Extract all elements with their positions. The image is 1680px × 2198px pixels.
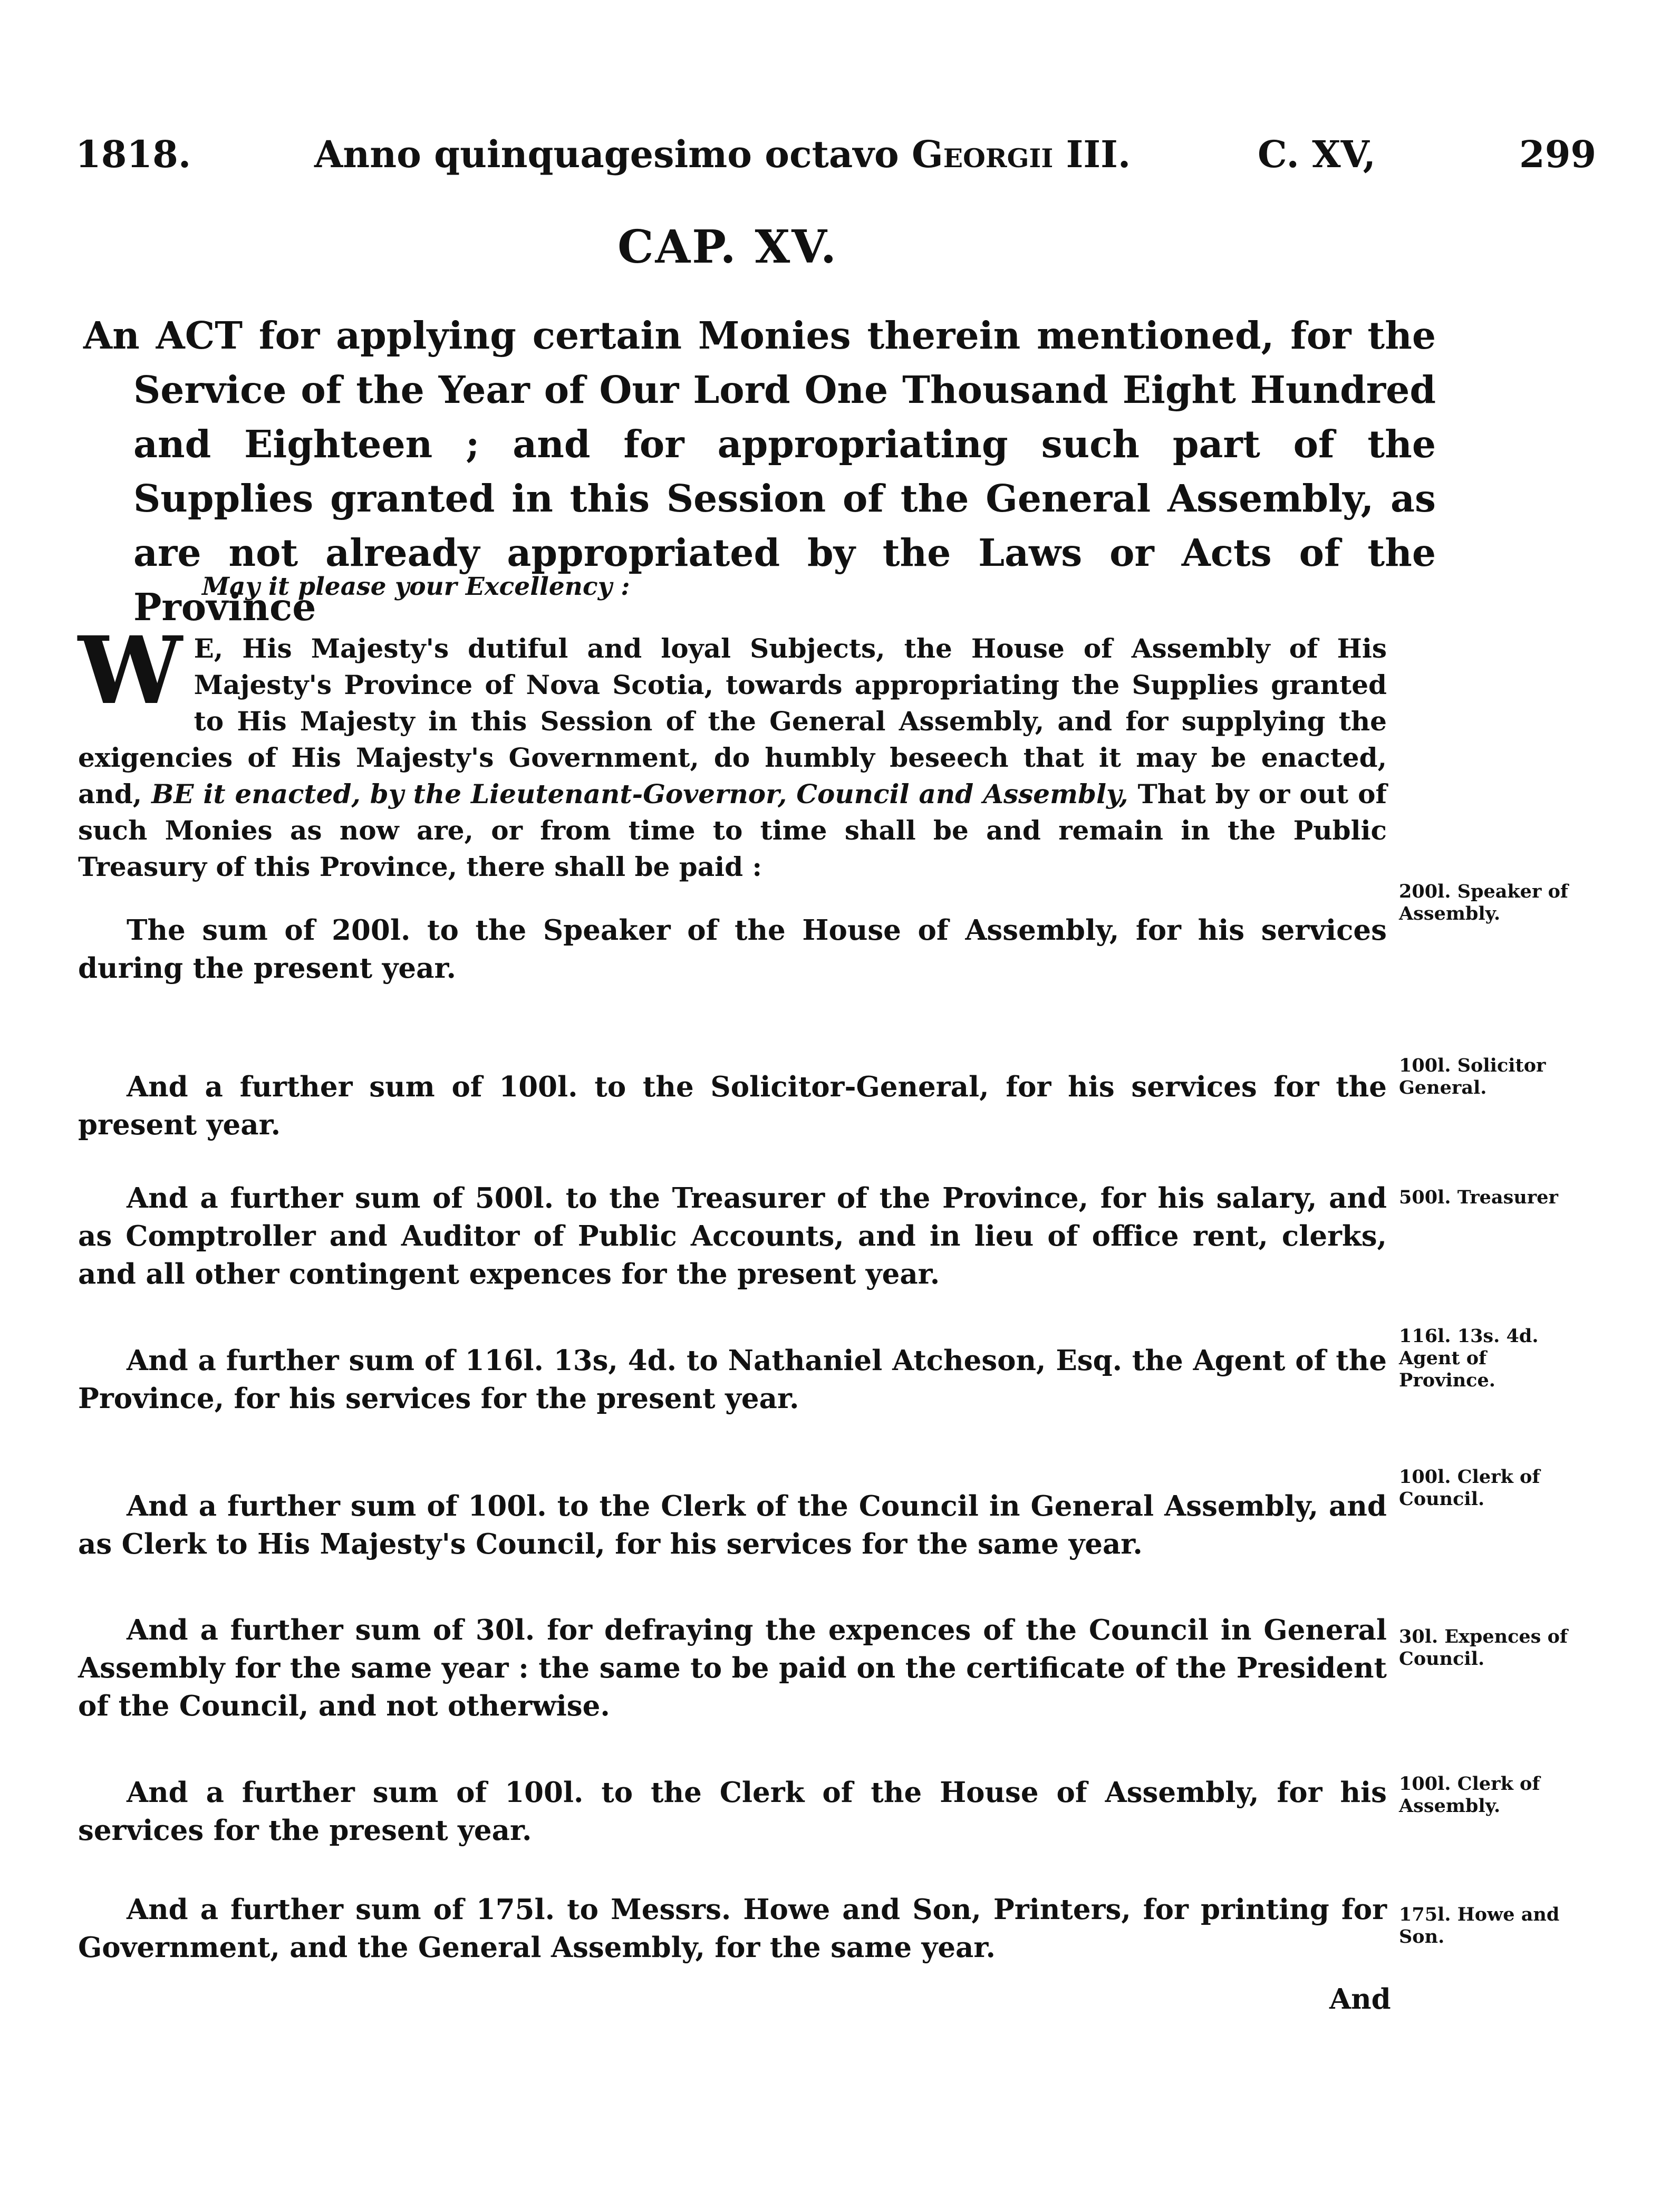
preamble-text-1: E, His Majesty's dutiful and loyal Subjects, the House of Assembly of His Majesty's Province of Nova Scotia, towards appropriating the Supplies granted to His Majesty in this Session of the General Assembly, and for supplying the exigencies of His Majesty's Government, do humbly beseech that it may be enacted, and, bbox=[78, 633, 1387, 809]
paragraph-printers: And a further sum of 175l. to Messrs. Howe and Son, Printers, for printing for Government, and the General Assembly, for the same year. bbox=[78, 1893, 1387, 1964]
running-head-title-regnal: III. bbox=[1066, 132, 1131, 176]
address-line: May it please your Excellency : bbox=[202, 572, 630, 601]
preamble-text-2: That by or out of such Monies as now are, or from time to time shall be and remain in the Public Treasury of this Province, there shall be paid : bbox=[78, 778, 1387, 882]
chapter-heading: CAP. XV. bbox=[617, 220, 838, 274]
running-head-chapter: C. XV, bbox=[1258, 132, 1376, 176]
margin-note-treasurer: 500l. Treasurer bbox=[1399, 1187, 1558, 1208]
margin-note-solicitor-general: 100l. Solicitor General. bbox=[1399, 1055, 1546, 1098]
margin-note-printers: 175l. Howe and Son. bbox=[1399, 1904, 1560, 1948]
paragraph-expences-of-council: And a further sum of 30l. for defraying the expences of the Council in General Assembly for the same year : the same to be paid on the certificate of the President of the Council, and not otherwise. bbox=[78, 1614, 1387, 1722]
act-title: An ACT for applying certain Monies therein mentioned, for the Service of the Year of Our Lord One Thousand Eight Hundred and Eighteen ; and for appropriating such part of the Supplies granted in this Session of the General Assembly, as are not already appropriated by the Laws or Acts of the Province bbox=[83, 313, 1436, 629]
paragraph-speaker: The sum of 200l. to the Speaker of the House of Assembly, for his services during the present year. bbox=[78, 914, 1387, 985]
preamble bbox=[78, 616, 1387, 885]
running-head-title bbox=[314, 132, 1131, 176]
paragraph-agent: And a further sum of 116l. 13s, 4d. to Nathaniel Atcheson, Esq. the Agent of the Province, for his services for the present year. bbox=[78, 1344, 1387, 1415]
paragraph-clerk-of-assembly: And a further sum of 100l. to the Clerk of the House of Assembly, for his services for the present year. bbox=[78, 1776, 1387, 1847]
enacting-clause: BE it enacted, by the Lieutenant-Governor, Council and Assembly, bbox=[151, 778, 1128, 809]
margin-note-clerk-of-council: 100l. Clerk of Council. bbox=[1399, 1466, 1540, 1510]
running-head-year: 1818. bbox=[75, 132, 191, 176]
running-head-title-king: Georgii bbox=[912, 132, 1054, 176]
margin-note-clerk-of-assembly: 100l. Clerk of Assembly. bbox=[1399, 1773, 1540, 1817]
margin-note-speaker: 200l. Speaker of Assembly. bbox=[1399, 881, 1568, 924]
drop-cap: W bbox=[78, 616, 182, 725]
catchword: And bbox=[1329, 1983, 1391, 2016]
margin-note-agent: 116l. 13s. 4d. Agent of Province. bbox=[1399, 1325, 1539, 1391]
paragraph-solicitor-general: And a further sum of 100l. to the Solicitor-General, for his services for the present year. bbox=[78, 1071, 1387, 1141]
running-head-title-prefix: Anno quinquagesimo octavo bbox=[314, 132, 899, 176]
paragraph-clerk-of-council: And a further sum of 100l. to the Clerk of the Council in General Assembly, and as Clerk to His Majesty's Council, for his services for the same year. bbox=[78, 1490, 1387, 1560]
margin-note-expences-of-council: 30l. Expences of Council. bbox=[1399, 1626, 1568, 1670]
page-number: 299 bbox=[1519, 132, 1597, 176]
paragraph-treasurer: And a further sum of 500l. to the Treasurer of the Province, for his salary, and as Comptroller and Auditor of Public Accounts, and in lieu of office rent, clerks, and all other contingent expences for the present year. bbox=[78, 1182, 1387, 1290]
